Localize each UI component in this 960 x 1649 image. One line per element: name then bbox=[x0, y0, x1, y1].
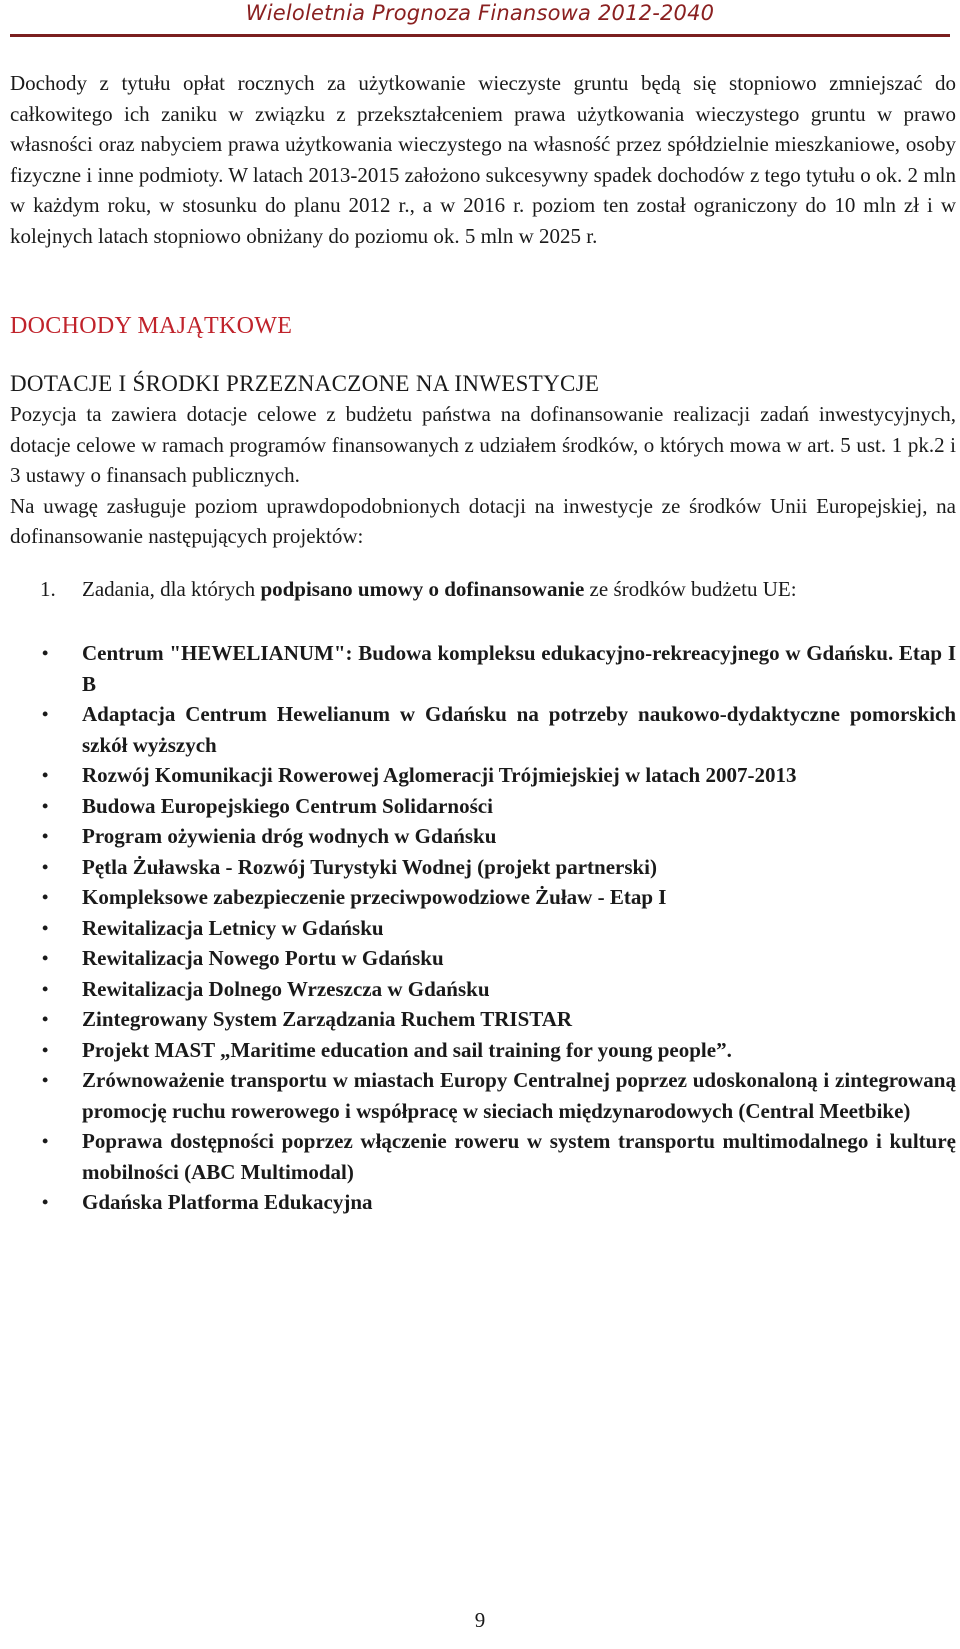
intro-paragraph: Dochody z tytułu opłat rocznych za użytkowanie wieczyste gruntu będą się stopniowo zmniejszać do całkowitego ich zaniku w związku z przekształceniem prawa użytkowania wieczystego gruntu w prawo własności oraz nabyciem prawa użytkowania wieczystego na własność przez spółdzielnie mieszkaniowe, osoby fizyczne i inne podmioty. W latach 2013-2015 założono sukcesywny spadek dochodów z tego tytułu o ok. 2 mln w każdym roku, w stosunku do planu 2012 r., a w 2016 r. poziom ten został ograniczony do 10 mln zł i w kolejnych latach stopniowo obniżany do poziomu ok. 5 mln w 2025 r. bbox=[10, 71, 956, 248]
project-list-item bbox=[10, 943, 956, 974]
project-name: Adaptacja Centrum Hewelianum w Gdańsku na potrzeby naukowo-dydaktyczne pomorskich szkół wyższych bbox=[82, 702, 956, 757]
project-name: Zintegrowany System Zarządzania Ruchem TRISTAR bbox=[82, 1007, 573, 1031]
numbered-item bbox=[10, 574, 956, 605]
project-name: Program ożywienia dróg wodnych w Gdańsku bbox=[82, 824, 497, 848]
project-list-item bbox=[10, 1126, 956, 1187]
bullet-icon: • bbox=[42, 948, 49, 968]
numbered-item-text-bold: podpisano umowy o dofinansowanie bbox=[260, 576, 585, 601]
project-list-item bbox=[10, 760, 956, 791]
project-list-item bbox=[10, 638, 956, 699]
project-list-item bbox=[10, 1187, 956, 1218]
project-name: Centrum "HEWELIANUM": Budowa kompleksu edukacyjno-rekreacyjnego w Gdańsku. Etap I B bbox=[82, 641, 956, 696]
project-list-item bbox=[10, 699, 956, 760]
bullet-icon: • bbox=[42, 1039, 49, 1060]
project-name: Kompleksowe zabezpieczenie przeciwpowodziowe Żuław - Etap I bbox=[82, 885, 667, 909]
project-name: Poprawa dostępności poprzez włączenie roweru w system transportu multimodalnego i kulturę mobilności (ABC Multimodal) bbox=[82, 1129, 956, 1184]
bullet-icon: • bbox=[42, 856, 49, 877]
bullet-icon: • bbox=[42, 1131, 49, 1151]
grants-paragraph: Pozycja ta zawiera dotacje celowe z budżetu państwa na dofinansowanie realizacji zadań inwestycyjnych, dotacje celowe w ramach programów finansowanych z udziałem środków, o których mowa w art. 5 ust. 1 pk.2 i 3 ustawy o finansach publicznych. bbox=[10, 402, 956, 487]
bullet-icon: • bbox=[42, 917, 49, 938]
project-name: Rewitalizacja Letnicy w Gdańsku bbox=[82, 915, 384, 940]
project-list-item bbox=[10, 882, 956, 913]
bullet-icon: • bbox=[42, 704, 49, 724]
document-title: Wieloletnia Prognoza Finansowa 2012-2040 bbox=[245, 1, 715, 25]
project-name: Gdańska Platforma Edukacyjna bbox=[82, 1190, 373, 1214]
project-name: Rewitalizacja Nowego Portu w Gdańsku bbox=[82, 946, 444, 970]
project-name: Pętla Żuławska - Rozwój Turystyki Wodnej (projekt partnerski) bbox=[82, 854, 658, 879]
project-list-item bbox=[10, 913, 956, 944]
bullet-icon: • bbox=[42, 1070, 49, 1090]
section-heading: DOCHODY MAJĄTKOWE bbox=[10, 313, 293, 339]
project-name: Zrównoważenie transportu w miastach Europy Centralnej poprzez udoskonaloną i zintegrowaną promocję ruchu rowerowego i współpracę w sieciach międzynarodowych (Central Meetbike) bbox=[82, 1068, 956, 1123]
numbered-item-text-end: ze środków budżetu UE: bbox=[584, 576, 797, 601]
page-content bbox=[10, 68, 956, 1218]
bullet-icon: • bbox=[42, 887, 49, 907]
numbered-item-number: 1. bbox=[40, 576, 56, 601]
project-name: Rozwój Komunikacji Rowerowej Aglomeracji Trójmiejskiej w latach 2007-2013 bbox=[82, 763, 797, 787]
subsection-heading: DOTACJE I ŚRODKI PRZEZNACZONE NA INWESTYCJE bbox=[10, 371, 600, 396]
project-list-item bbox=[10, 1035, 956, 1066]
bullet-icon: • bbox=[42, 1192, 49, 1212]
page-number: 9 bbox=[474, 1608, 486, 1632]
numbered-item-text-start: Zadania, dla których bbox=[82, 576, 261, 601]
project-list-item bbox=[10, 791, 956, 822]
bullet-icon: • bbox=[42, 795, 49, 816]
attention-paragraph: Na uwagę zasługuje poziom uprawdopodobnionych dotacji na inwestycje ze środków Unii Europejskiej, na dofinansowanie następujących projektów: bbox=[10, 493, 956, 548]
running-header bbox=[10, 0, 950, 37]
project-name: Rewitalizacja Dolnego Wrzeszcza w Gdańsku bbox=[82, 976, 490, 1001]
project-list-item bbox=[10, 821, 956, 852]
bullet-icon: • bbox=[42, 643, 49, 663]
project-list-item bbox=[10, 974, 956, 1005]
bullet-icon: • bbox=[42, 826, 49, 846]
project-list-item bbox=[10, 1065, 956, 1126]
project-list-item bbox=[10, 852, 956, 883]
project-list-item bbox=[10, 1004, 956, 1035]
bullet-icon: • bbox=[42, 1009, 49, 1029]
project-name: Projekt MAST „Maritime education and sail training for young people”. bbox=[82, 1037, 732, 1062]
project-list bbox=[10, 638, 956, 1218]
bullet-icon: • bbox=[42, 978, 49, 999]
bullet-icon: • bbox=[42, 765, 49, 785]
numbered-item-text bbox=[82, 574, 956, 605]
project-name: Budowa Europejskiego Centrum Solidarności bbox=[82, 793, 493, 818]
